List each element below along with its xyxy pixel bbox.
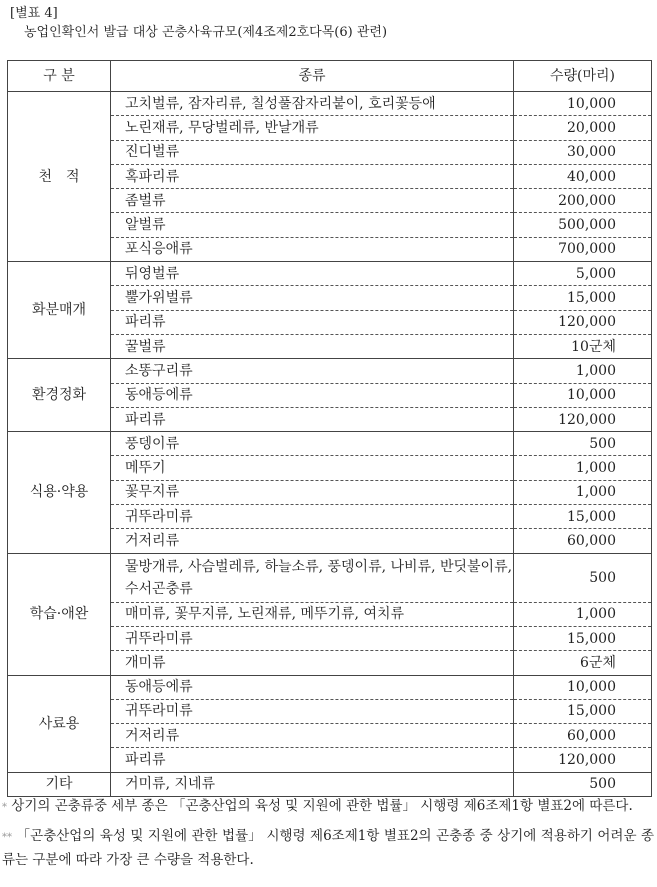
quantity-cell: 500,000 bbox=[514, 213, 652, 237]
species-cell: 귀뚜라미류 bbox=[111, 505, 514, 529]
quantity-cell: 1,000 bbox=[514, 359, 652, 383]
category-cell: 식용·약용 bbox=[8, 432, 111, 553]
species-cell: 알벌류 bbox=[111, 213, 514, 237]
table-row bbox=[8, 359, 652, 383]
footnote-text: 「곤충산업의 육성 및 지원에 관한 법률」 시행령 제6조제1항 별표2의 곤충종 중 상기에 적용하기 어려운 종류는 구분에 따라 가장 큰 수량을 적용한다. bbox=[2, 828, 655, 868]
table-row bbox=[8, 262, 652, 286]
table-row bbox=[8, 772, 652, 796]
species-cell: 노린재류, 무당벌레류, 반날개류 bbox=[111, 116, 514, 140]
species-cell: 매미류, 꽃무지류, 노린재류, 메뚜기류, 여치류 bbox=[111, 602, 514, 626]
category-cell: 화분매개 bbox=[8, 262, 111, 359]
quantity-cell: 5,000 bbox=[514, 262, 652, 286]
species-cell: 포식응애류 bbox=[111, 237, 514, 261]
species-cell: 파리류 bbox=[111, 407, 514, 431]
species-cell: 메뚜기 bbox=[111, 456, 514, 480]
category-cell: 기타 bbox=[8, 772, 111, 796]
species-cell: 고치벌류, 잠자리류, 칠성풀잠자리붙이, 호리꽃등애 bbox=[111, 92, 514, 116]
table-row bbox=[8, 92, 652, 116]
species-cell: 거저리류 bbox=[111, 724, 514, 748]
species-cell: 꿀벌류 bbox=[111, 334, 514, 358]
column-header-quantity: 수량(마리) bbox=[514, 61, 652, 92]
species-cell: 뒤영벌류 bbox=[111, 262, 514, 286]
quantity-cell: 1,000 bbox=[514, 456, 652, 480]
quantity-cell: 10,000 bbox=[514, 383, 652, 407]
quantity-cell: 500 bbox=[514, 432, 652, 456]
species-cell: 좀벌류 bbox=[111, 189, 514, 213]
quantity-cell: 60,000 bbox=[514, 529, 652, 553]
quantity-cell: 15,000 bbox=[514, 286, 652, 310]
quantity-cell: 500 bbox=[514, 553, 652, 602]
footnotes bbox=[2, 795, 654, 877]
species-cell: 물방개류, 사슴벌레류, 하늘소류, 풍뎅이류, 나비류, 반딧불이류, 수서곤충류 bbox=[111, 553, 514, 602]
quantity-cell: 120,000 bbox=[514, 407, 652, 431]
table-row bbox=[8, 432, 652, 456]
insect-scale-table bbox=[7, 60, 652, 797]
quantity-cell: 60,000 bbox=[514, 724, 652, 748]
footnote-mark: * bbox=[2, 802, 7, 813]
quantity-cell: 15,000 bbox=[514, 505, 652, 529]
footnote-mark: ** bbox=[2, 832, 12, 843]
species-cell: 파리류 bbox=[111, 748, 514, 772]
species-cell: 동애등에류 bbox=[111, 675, 514, 699]
category-cell: 천 적 bbox=[8, 92, 111, 262]
quantity-cell: 30,000 bbox=[514, 140, 652, 164]
species-cell: 거저리류 bbox=[111, 529, 514, 553]
footnote bbox=[2, 825, 654, 871]
footnote bbox=[2, 795, 654, 819]
category-cell: 학습·애완 bbox=[8, 553, 111, 675]
species-cell: 거미류, 지네류 bbox=[111, 772, 514, 796]
quantity-cell: 200,000 bbox=[514, 189, 652, 213]
quantity-cell: 40,000 bbox=[514, 164, 652, 188]
quantity-cell: 120,000 bbox=[514, 310, 652, 334]
category-cell: 사료용 bbox=[8, 675, 111, 772]
quantity-cell: 15,000 bbox=[514, 699, 652, 723]
species-cell: 꽃무지류 bbox=[111, 480, 514, 504]
species-cell: 개미류 bbox=[111, 651, 514, 675]
footnote-text: 상기의 곤충류중 세부 종은 「곤충산업의 육성 및 지원에 관한 법률」 시행령 제6조제1항 별표2에 따른다. bbox=[11, 798, 633, 814]
table-row bbox=[8, 675, 652, 699]
quantity-cell: 500 bbox=[514, 772, 652, 796]
species-cell: 혹파리류 bbox=[111, 164, 514, 188]
quantity-cell: 6군체 bbox=[514, 651, 652, 675]
species-cell: 풍뎅이류 bbox=[111, 432, 514, 456]
table-header-row bbox=[8, 61, 652, 92]
quantity-cell: 10,000 bbox=[514, 92, 652, 116]
quantity-cell: 10,000 bbox=[514, 675, 652, 699]
quantity-cell: 1,000 bbox=[514, 602, 652, 626]
quantity-cell: 15,000 bbox=[514, 626, 652, 650]
category-cell: 환경정화 bbox=[8, 359, 111, 432]
column-header-species: 종류 bbox=[111, 61, 514, 92]
table-row bbox=[8, 553, 652, 602]
quantity-cell: 700,000 bbox=[514, 237, 652, 261]
species-cell: 뿔가위벌류 bbox=[111, 286, 514, 310]
species-cell: 귀뚜라미류 bbox=[111, 699, 514, 723]
annex-label: [별표 4] bbox=[10, 6, 58, 21]
column-header-category: 구 분 bbox=[8, 61, 111, 92]
species-cell: 소똥구리류 bbox=[111, 359, 514, 383]
species-cell: 귀뚜라미류 bbox=[111, 626, 514, 650]
document-title: 농업인확인서 발급 대상 곤충사육규모(제4조제2호다목(6) 관련) bbox=[24, 25, 388, 40]
quantity-cell: 1,000 bbox=[514, 480, 652, 504]
quantity-cell: 20,000 bbox=[514, 116, 652, 140]
species-cell: 파리류 bbox=[111, 310, 514, 334]
species-cell: 동애등에류 bbox=[111, 383, 514, 407]
quantity-cell: 120,000 bbox=[514, 748, 652, 772]
quantity-cell: 10군체 bbox=[514, 334, 652, 358]
species-cell: 진디벌류 bbox=[111, 140, 514, 164]
